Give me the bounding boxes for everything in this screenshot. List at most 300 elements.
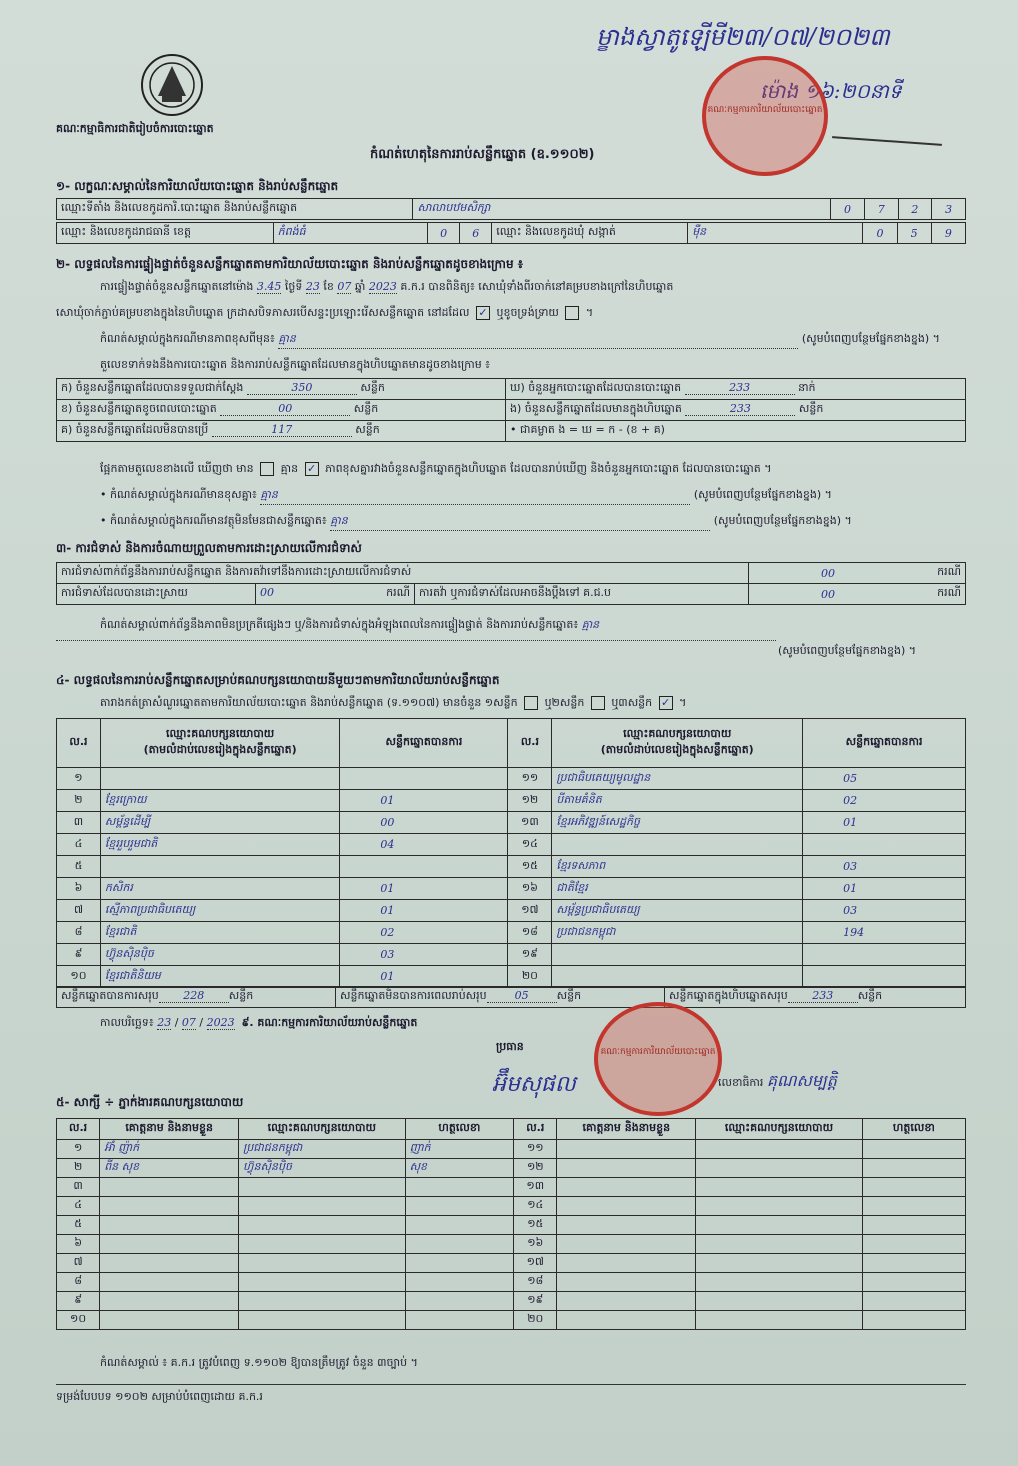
witness-row [57,1254,966,1273]
section4-intro-text: តារាងកត់ត្រាសំណួរឆ្នោតតាមការិយាល័យបោះឆ្នោត និងរាប់សន្លឹកឆ្នោត (ទ.១១០៧) មានចំនួន ១សន្លឹក [100,696,518,709]
secretary-signature: គុណសម្បត្តិ [766,1071,837,1090]
objection-row2b-value: 00 [749,584,908,605]
secretary-label: លេខាធិការ [718,1076,764,1089]
emblem-logo [138,52,206,118]
votes-row [57,834,966,856]
party-votes-left: 04 [340,834,508,856]
chair-label: ប្រធាន [496,1040,524,1053]
party-votes-right [803,834,966,856]
section1-title: ១- លក្ខណៈសម្គាល់នៃការិយាល័យបោះឆ្នោត និងរាប់សន្លឹកឆ្នោត [56,179,339,193]
committee-label: ៩. គណៈកម្មការការិយាល័យរាប់សន្លឹកឆ្នោត [241,1016,418,1029]
date-year: 2023 [206,1016,235,1029]
votes-col-party-left-sub: (តាមលំដាប់លេខរៀងក្នុងសន្លឹកឆ្នោត) [143,743,297,756]
section3-table [56,562,966,605]
party-votes-left: 01 [340,790,508,812]
witness-no-left: ២ [57,1159,100,1178]
vote-no-left: ១ [57,768,101,790]
witness-party-right [696,1140,863,1159]
objection-row2-label: ការជំទាស់ដែលបានដោះស្រាយ [57,584,256,605]
total-box-label: សន្លឹកឆ្នោតក្នុងហិបឆ្នោតសរុប [669,989,788,1002]
count-e-value: 233 [685,402,795,416]
objection-row2-value-text: 00 [260,586,274,599]
witness-row [57,1197,966,1216]
objection-row2-unit: ករណី [386,586,410,599]
witness-col-sign-right: ហត្ថលេខា [862,1119,965,1140]
witness-no-right: ១៣ [514,1178,557,1197]
section5-title: ៥- សាក្សី ÷ ភ្នាក់ងារគណបក្សនយោបាយ [56,1095,244,1109]
section3-note-label: កំណត់សម្គាល់ពាក់ព័ន្ធនឹងភាពមិនប្រក្រតីផ្សេងៗ ឬ/និងការជំទាស់ក្នុងអំឡុងពេលនៃការផ្ទៀងផ្ទាត់ និងការរាប់សន្លឹកឆ្នោត៖ [100,618,579,631]
count-b-label: ខ) ចំនួនសន្លឹកឆ្នោតខូចពេលបោះឆ្នោត [61,402,217,415]
votes-col-votes-right: សន្លឹកឆ្នោតបានការ [803,719,966,768]
vote-no-right: ១៩ [508,944,552,966]
witness-no-left: ១០ [57,1311,100,1330]
commune-code-1: 0 [863,223,897,244]
section5-note: កំណត់សម្គាល់ ៖ គ.ក.រ ត្រូវបំពេញ ទ.១១០២ ឱ្យបានត្រឹមត្រូវ ចំនួន ៣ច្បាប់ ។ [100,1356,418,1369]
date-label: កាលបរិច្ឆេទ៖ [100,1016,154,1029]
party-votes-right: 05 [803,768,966,790]
section2-line2: សោឃុំចាក់ភ្ជាប់គម្របខាងក្នុងនៃហិបឆ្នោត ក្រដាសបិទភាសរបើសន្ទះប្រឡោះរើសសន្លឹកឆ្នោត នៅដដែល ✓ ឬខូចទ្រង់ទ្រាយ ។ [56,306,594,319]
witness-party-left [239,1311,406,1330]
party-votes-right: 194 [803,922,966,944]
witness-row [57,1273,966,1292]
votes-col-votes-left: សន្លឹកឆ្នោតបានការ [340,719,508,768]
total-invalid-value: 05 [487,989,557,1003]
province-label: ឈ្មោះ និងលេខកូដរាជធានី ខេត្ត [57,223,274,244]
witness-sign-left [405,1311,514,1330]
bullet2-label: • កំណត់សម្គាល់ក្នុងករណីមានវត្ថុមិនមែនជាសន្លឹកឆ្នោត៖ [100,514,327,527]
witness-row [57,1140,966,1159]
total-valid-label: សន្លឹកឆ្នោតបានការសរុប [61,989,159,1002]
votes-row [57,944,966,966]
witness-no-right: ១៩ [514,1292,557,1311]
section3-note-value: គ្មាន [581,618,600,631]
sheet3-checkbox[interactable]: ✓ [659,696,673,710]
witness-no-left: ៦ [57,1235,100,1254]
witness-name-right [557,1235,696,1254]
votes-col-party-left-label: ឈ្មោះគណបក្សនយោបាយ [166,727,275,740]
witness-name-left: ពីន សុខ [100,1159,239,1178]
line1-year-label: ឆ្នាំ [354,280,366,293]
votes-row [57,768,966,790]
votes-body [57,768,966,988]
note-label: កំណត់សម្គាល់ក្នុងករណីមានភាពខុសពីមុន៖ [100,332,275,345]
sheet3-label: ឬ៣សន្លឹក [611,696,653,709]
witness-party-right [696,1235,863,1254]
compare-text: ផ្អែកតាមតួលេខខាងលើ ឃើញថា មាន [100,462,254,475]
party-name-right [552,944,803,966]
count-c-value: 117 [212,423,352,437]
witness-no-right: ១៨ [514,1273,557,1292]
org-name: គណៈកម្មាធិការជាតិរៀបចំការបោះឆ្នោត [56,122,214,135]
votes-row [57,900,966,922]
witness-sign-left [405,1273,514,1292]
line2-or-label: ឬខូចទ្រង់ទ្រាយ [496,306,559,319]
party-name-left: សម្ព័ន្ធដើម្បី [100,812,339,834]
witness-no-left: ៥ [57,1216,100,1235]
count-a-unit: សន្លឹក [360,381,385,394]
party-votes-right: 03 [803,900,966,922]
objection-row2-value [256,584,415,605]
counts-row [57,421,966,442]
witness-party-left [239,1235,406,1254]
witness-sign-right [862,1216,965,1235]
party-votes-left: 01 [340,878,508,900]
witness-name-left [100,1254,239,1273]
party-name-left: ខ្មែរជាតិ [100,922,339,944]
section3-note [100,618,966,634]
witness-table [56,1118,966,1330]
party-votes-left [340,768,508,790]
sheet1-checkbox[interactable] [524,696,538,710]
witness-name-right [557,1159,696,1178]
witness-sign-left [405,1216,514,1235]
witness-party-right [696,1311,863,1330]
party-votes-left: 03 [340,944,508,966]
count-e-label: ង) ចំនួនសន្លឹកឆ្នោតដែលមានក្នុងហិបឆ្នោត [510,402,682,415]
note-hint: (សូមបំពេញបន្ថែមផ្នែកខាងខ្នង) ។ [801,332,940,345]
section2-note [100,332,966,349]
witness-party-right [696,1216,863,1235]
witness-body [57,1140,966,1330]
office-code-4: 3 [932,199,966,220]
party-votes-right: 01 [803,812,966,834]
vote-no-right: ១៤ [508,834,552,856]
count-d-label: ឃ) ចំនួនអ្នកបោះឆ្នោតដែលបានបោះឆ្នោត [510,381,682,394]
vote-no-left: ៤ [57,834,101,856]
compare-no-label: គ្មាន [280,462,299,475]
vote-no-left: ៨ [57,922,101,944]
witness-sign-right [862,1254,965,1273]
objection-row2b-label: ការតវ៉ា ឬការជំទាស់ដែលអាចនឹងប្តឹងទៅ គ.ជ.ប [415,584,749,605]
total-invalid-unit: សន្លឹក [556,989,582,1002]
witness-sign-right [862,1273,965,1292]
counts-intro: តួលេខទាក់ទងនឹងការបោះឆ្នោត និងការរាប់សន្លឹកឆ្នោតដែលមានក្នុងហិបឆ្នោតមានដូចខាងក្រោម ៖ [100,358,491,371]
witness-party-left [239,1254,406,1273]
party-name-left: ខ្មែររួបរួមជាតិ [100,834,339,856]
count-a-cell [57,379,506,400]
votes-col-party-right [552,719,803,768]
date-line: កាលបរិច្ឆេទ៖ 23 / 07 / 2023 ៩. គណៈកម្មការការិយាល័យរាប់សន្លឹកឆ្នោត [100,1016,418,1029]
vote-no-right: ១៥ [508,856,552,878]
vote-no-right: ១៣ [508,812,552,834]
count-c-label: គ) ចំនួនសន្លឹកឆ្នោតដែលមិនបានប្រើ [61,423,209,436]
section1-table-row2 [56,222,966,244]
vote-no-left: ៩ [57,944,101,966]
commune-label: ឈ្មោះ និងលេខកូដឃុំ សង្កាត់ [492,223,688,244]
line1-month-label: ខែ [323,280,334,293]
witness-no-left: ៩ [57,1292,100,1311]
party-votes-left [340,856,508,878]
sheet2-checkbox[interactable] [591,696,605,710]
witness-sign-right [862,1178,965,1197]
witness-name-left [100,1178,239,1197]
witness-sign-left [405,1254,514,1273]
witness-sign-left [405,1292,514,1311]
vote-no-right: ១២ [508,790,552,812]
line2-text: សោឃុំចាក់ភ្ជាប់គម្របខាងក្នុងនៃហិបឆ្នោត ក្រដាសបិទភាសរបើសន្ទះប្រឡោះរើសសន្លឹកឆ្នោត នៅដដែល [56,306,470,319]
section4-intro: តារាងកត់ត្រាសំណួរឆ្នោតតាមការិយាល័យបោះឆ្នោត និងរាប់សន្លឹកឆ្នោត (ទ.១១០៧) មានចំនួន ១សន្លឹក ឬ២សន្លឹក ឬ៣សន្លឹក ✓ ។ [100,696,687,709]
party-name-left: ខ្មែរក្រោយ [100,790,339,812]
witness-name-right [557,1197,696,1216]
stamp-text: គណៈកម្មការការិយាល័យបោះឆ្នោត [707,105,823,115]
party-name-left [100,856,339,878]
witness-no-right: ១៦ [514,1235,557,1254]
line1-month: 07 [337,280,352,293]
compare-line [100,462,771,478]
line1-post: គ.ក.រ បានពិនិត្យ៖ សោឃុំទាំងពីរចាក់នៅគម្របខាងក្រៅនៃហិបឆ្នោត [400,280,674,293]
witness-party-left: ប្រជាជនកម្ពុជា [239,1140,406,1159]
witness-name-right [557,1311,696,1330]
votes-row [57,856,966,878]
count-a-label: ក) ចំនួនសន្លឹកឆ្នោតដែលបានទទួលជាក់ស្តែង [61,381,244,394]
witness-party-left [239,1292,406,1311]
vote-no-left: ៦ [57,878,101,900]
bullet1-label: • កំណត់សម្គាល់ក្នុងករណីមានខុសគ្នា៖ [100,488,257,501]
witness-party-left: ហ៊្វុនស៊ិនប៉ិច [239,1159,406,1178]
section4-title: ៤- លទ្ធផលនៃការរាប់សន្លឹកឆ្នោតសម្រាប់គណបក្សនយោបាយនីមួយៗតាមការិយាល័យរាប់សន្លឹកឆ្នោត [56,673,500,687]
witness-sign-right [862,1140,965,1159]
count-d-value: 233 [685,381,795,395]
witness-row [57,1235,966,1254]
vote-no-left: ២ [57,790,101,812]
secretary-line [718,1070,837,1094]
handwritten-date: ម្ខាងស្វាតូឡើមី២៣/០៧/២០២៣ [596,23,890,51]
count-b-unit: សន្លឹក [353,402,379,415]
line2-no-checkbox[interactable] [565,306,579,320]
official-stamp-bottom [594,1002,722,1116]
count-b-cell [57,400,506,421]
office-code-3: 2 [898,199,932,220]
party-votes-right: 02 [803,790,966,812]
witness-sign-left: សុខ [405,1159,514,1178]
office-code-2: 7 [864,199,898,220]
party-name-left: កសិករ [100,878,339,900]
commune-value: ម៉ឺន [688,223,863,244]
votes-row [57,878,966,900]
party-name-right: ខ្មែរអភិវឌ្ឍន៍សេដ្ឋកិច្ច [552,812,803,834]
total-invalid-label: សន្លឹកឆ្នោតមិនបានការពេលរាប់សរុប [340,989,487,1002]
witness-row [57,1311,966,1330]
vote-no-left: ៥ [57,856,101,878]
vote-no-left: ៣ [57,812,101,834]
section2-title: ២- លទ្ធផលនៃការផ្ទៀងផ្ទាត់ចំនួនសន្លឹកឆ្នោតតាមការិយាល័យបោះឆ្នោត និងរាប់សន្លឹកឆ្នោតដូចខាងក្រោម ៖ [56,257,524,271]
witness-party-left [239,1273,406,1292]
bullet1-hint: (សូមបំពេញបន្ថែមផ្នែកខាងខ្នង) ។ [693,488,832,501]
party-name-right: ខ្មែរទសភាព [552,856,803,878]
objection-row1-value: 00 [749,563,908,584]
line1-day: 23 [305,280,320,293]
vote-no-right: ១៨ [508,922,552,944]
witness-no-right: ១១ [514,1140,557,1159]
province-value: កំពង់ធំ [273,223,427,244]
witness-row [57,1159,966,1178]
witness-name-left [100,1292,239,1311]
party-name-right: ប្រជាធិបតេយ្យមូលដ្ឋាន [552,768,803,790]
official-stamp-top [702,56,828,176]
compare-no-checkbox[interactable]: ✓ [305,462,319,476]
section3-hint: (សូមបំពេញបន្ថែមផ្នែកខាងខ្នង) ។ [778,644,917,657]
party-name-left: ស្មើភាពប្រជាធិបតេយ្យ [100,900,339,922]
vote-no-right: ២០ [508,966,552,988]
witness-name-left [100,1197,239,1216]
witness-party-right [696,1254,863,1273]
vote-no-left: ១០ [57,966,101,988]
total-box-unit: សន្លឹក [857,989,883,1002]
votes-col-party-right-sub: (តាមលំដាប់លេខរៀងក្នុងសន្លឹកឆ្នោត) [600,743,754,756]
votes-table [56,718,966,988]
line1-year: 2023 [368,280,397,293]
party-votes-right: 01 [803,878,966,900]
count-a-value: 350 [247,381,357,395]
witness-name-right [557,1254,696,1273]
witness-col-name-right: គោត្តនាម និងនាមខ្លួន [557,1119,696,1140]
party-votes-right: 03 [803,856,966,878]
witness-name-right [557,1273,696,1292]
votes-col-party-right-label: ឈ្មោះគណបក្សនយោបាយ [623,727,732,740]
party-name-right [552,966,803,988]
party-votes-right [803,966,966,988]
bullet1-value: គ្មាន [260,488,690,505]
votes-col-party-left [100,719,339,768]
objection-row1-unit: ករណី [907,563,966,584]
commune-code-2: 5 [897,223,931,244]
votes-col-no-left: ល.រ [57,719,101,768]
province-code-2: 6 [460,223,492,244]
commune-code-3: 9 [931,223,965,244]
witness-sign-right [862,1311,965,1330]
count-d-cell [506,379,966,400]
vote-no-right: ១៧ [508,900,552,922]
objection-row1-label: ការជំទាស់ពាក់ព័ន្ធនឹងការរាប់សន្លឹកឆ្នោត និងការតវ៉ាទៅនឹងការដោះស្រាយលើការជំទាស់ [57,563,749,584]
witness-no-left: ៤ [57,1197,100,1216]
handwritten-time: ម៉ោង ១៦:២០នាទី [760,79,902,103]
witness-sign-right [862,1235,965,1254]
witness-no-left: ១ [57,1140,100,1159]
compare-post: ភាពខុសគ្នារវាងចំនួនសន្លឹកឆ្នោតក្នុងហិបឆ្នោត ដែលបានរាប់ឃើញ និងចំនួនអ្នកបោះឆ្នោត ដែលបានបោះឆ្នោត ។ [325,462,772,475]
witness-name-left [100,1235,239,1254]
witness-no-left: ៣ [57,1178,100,1197]
witness-col-sign-left: ហត្ថលេខា [405,1119,514,1140]
formula-cell: • ជាគម្លាត ង = ឃ = ក - (ខ + គ) [506,421,966,442]
votes-row [57,922,966,944]
witness-party-right [696,1292,863,1311]
witness-name-right [557,1140,696,1159]
bullet2-hint: (សូមបំពេញបន្ថែមផ្នែកខាងខ្នង) ។ [713,514,852,527]
party-name-right: សម្ព័ន្ធប្រជាធិបតេយ្យ [552,900,803,922]
bullet1-line [100,488,966,505]
vote-no-right: ១៦ [508,878,552,900]
footer-text: ទម្រង់បែបបទ ១១០២ សម្រាប់បំពេញដោយ គ.ក.រ [56,1390,263,1403]
section1-table [56,198,966,220]
note-value: គ្មាន [278,332,798,349]
party-name-right: ប្រជាជនកម្ពុជា [552,922,803,944]
witness-sign-left: ញាក់ [405,1140,514,1159]
total-box-cell [665,987,966,1008]
witness-name-left [100,1311,239,1330]
witness-party-right [696,1197,863,1216]
witness-row [57,1216,966,1235]
counts-row [57,379,966,400]
votes-row [57,812,966,834]
witness-party-right [696,1273,863,1292]
line1-pre: ការផ្ទៀងផ្ទាត់ចំនួនសន្លឹកឆ្នោតនៅម៉ោង [100,280,254,293]
line1-time: 3.45 [256,280,282,293]
vote-no-left: ៧ [57,900,101,922]
section3-dotted-line [56,640,776,641]
section2-line1 [100,280,966,296]
witness-row [57,1292,966,1311]
party-name-right: ជាតិខ្មែរ [552,878,803,900]
witness-sign-left [405,1178,514,1197]
party-votes-left: 01 [340,900,508,922]
vote-no-right: ១១ [508,768,552,790]
party-name-left: ខ្មែរជាតិនិយម [100,966,339,988]
witness-col-party-left: ឈ្មោះគណបក្សនយោបាយ [239,1119,406,1140]
total-valid-unit: សន្លឹក [228,989,254,1002]
witness-sign-right [862,1292,965,1311]
handwritten-stroke [832,136,942,146]
sheet2-label: ឬ២សន្លឹក [544,696,585,709]
line2-yes-checkbox[interactable]: ✓ [476,306,490,320]
date-day: 23 [157,1016,172,1029]
votes-col-no-right: ល.រ [508,719,552,768]
bullet2-value: គ្មាន [330,514,710,531]
count-e-unit: សន្លឹក [798,402,824,415]
party-name-right [552,834,803,856]
witness-sign-right [862,1197,965,1216]
count-c-cell [57,421,506,442]
witness-no-left: ៨ [57,1273,100,1292]
section3-title: ៣- ការជំទាស់ និងការចំណាយព្រួលតាមការដោះស្រាយលើការជំទាស់ [56,541,362,555]
party-votes-left: 00 [340,812,508,834]
bullet2-line [100,514,966,531]
witness-name-left: អ៊ាំ ញ៉ាក់ [100,1140,239,1159]
witness-no-right: ២០ [514,1311,557,1330]
votes-row [57,966,966,988]
party-votes-right [803,944,966,966]
office-label: ឈ្មោះទីតាំង និងលេខកូដការិ.បោះឆ្នោត និងរាប់សន្លឹកឆ្នោត [57,199,413,220]
line1-day-label: ថ្ងៃទី [284,280,303,293]
count-d-unit: នាក់ [798,381,816,394]
totals-table [56,986,966,1008]
witness-sign-left [405,1197,514,1216]
party-votes-left: 02 [340,922,508,944]
compare-yes-checkbox[interactable] [260,462,274,476]
witness-party-right [696,1159,863,1178]
objection-row2b-unit: ករណី [907,584,966,605]
witness-col-no-right: ល.រ [514,1119,557,1140]
witness-name-right [557,1216,696,1235]
party-name-right: បីតាមគំនិត [552,790,803,812]
witness-sign-right [862,1159,965,1178]
witness-party-left [239,1216,406,1235]
witness-col-no-left: ល.រ [57,1119,100,1140]
witness-no-left: ៧ [57,1254,100,1273]
witness-row [57,1178,966,1197]
chair-signature: អ៊ឹមសុផល [492,1072,576,1097]
votes-row [57,790,966,812]
party-votes-left: 01 [340,966,508,988]
date-month: 07 [181,1016,196,1029]
total-valid-cell [57,987,336,1008]
count-b-value: 00 [220,402,350,416]
office-value: សាលាបឋមសិក្សា [413,199,831,220]
witness-name-left [100,1273,239,1292]
province-code-1: 0 [428,223,460,244]
witness-party-right [696,1178,863,1197]
footer-rule [56,1384,966,1385]
witness-name-left [100,1216,239,1235]
